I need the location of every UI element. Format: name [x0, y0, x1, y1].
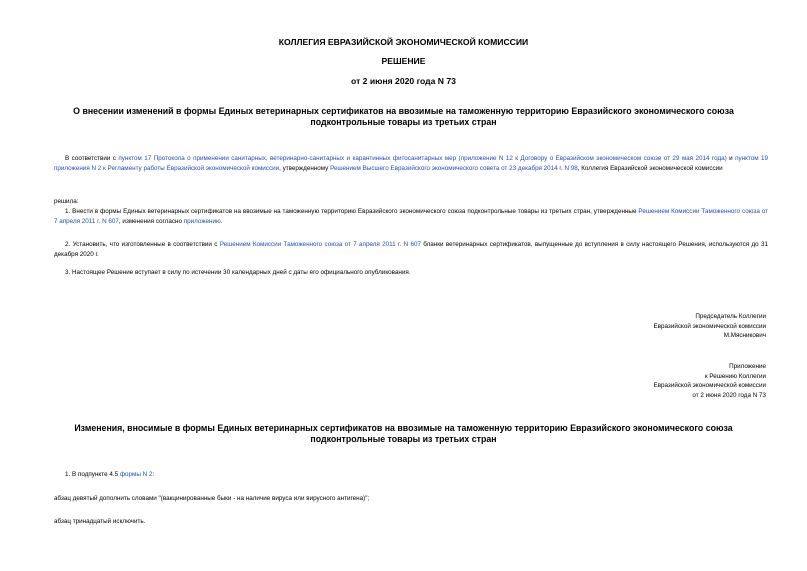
appendix-ref-line4: от 2 июня 2020 года N 73: [692, 391, 766, 399]
appendix-title-line1: Изменения, вносимые в формы Единых ветеринарных сертификатов на ввозимые на таможенную территорию Евразийского экономического союза: [74, 423, 733, 433]
appendix-paragraph-thirteenth: абзац тринадцатый исключить.: [54, 518, 146, 525]
doc-type-heading: РЕШЕНИЕ: [381, 56, 426, 66]
link-decision-607[interactable]: Решением Комиссии Таможенного союза от 7 апреля 2011 г. N 607: [54, 208, 769, 225]
signature-line3: М.Мясникович: [723, 332, 766, 340]
item-1-paragraph: [54, 207, 768, 226]
appendix-title-line2: подконтрольные товары из третьих стран: [310, 434, 497, 444]
appendix-item-1: [54, 470, 768, 480]
document-title-line1: О внесении изменений в формы Единых ветеринарных сертификатов на ввозимые на таможенную территорию Евразийского экономического союза: [73, 106, 734, 116]
link-protocol-p17[interactable]: пунктом 17 Протокола о применении санитарных, ветеринарно-санитарных и карантинных фитосанитарных мер (приложение N 12 к Договору о Евразийском экономическом союзе от 29 мая 2014 года): [118, 155, 727, 162]
link-appendix[interactable]: приложению: [183, 217, 221, 225]
appendix-item-1-text: :: [152, 471, 155, 478]
link-reglament-p19[interactable]: пунктом 19 приложения N 2 к Регламенту работы Евразийской экономической комиссии: [54, 155, 768, 172]
resolved-label: решила:: [54, 198, 79, 205]
item-2-text: бланки ветеринарных сертификатов, выпущенные до вступления в силу настоящего Решения, используются до 31 декабря 2020 г.: [54, 241, 768, 258]
item-2-text: 2. Установить, что изготовленные в соответствии с: [65, 241, 220, 248]
item-1-text: , изменения согласно: [118, 217, 184, 225]
signature-line1: Председатель Коллегии: [695, 313, 766, 320]
signature-block: [653, 312, 766, 341]
appendix-ref-line3: Евразийской экономической комиссии: [653, 382, 766, 390]
signature-line2: Евразийской экономической комиссии: [653, 322, 766, 330]
item-2-paragraph: [54, 240, 768, 259]
item-1-text: 1. Внести в формы Единых ветеринарных сертификатов на ввозимые на таможенную территорию Евразийского экономического союза подконтрольные товары из третьих стран, утвержденные: [65, 208, 639, 215]
preamble-text: , утвержденному: [279, 164, 331, 172]
preamble-text: В соответствии с: [65, 155, 119, 162]
appendix-reference-block: [653, 362, 766, 400]
link-decision-607-2[interactable]: Решением Комиссии Таможенного союза от 7 апреля 2011 г. N 607: [219, 241, 421, 248]
appendix-ref-line2: к Решению Коллегии: [704, 372, 766, 380]
item-3-paragraph: 3. Настоящее Решение вступает в силу по истечении 30 календарных дней с даты его официального опубликования.: [65, 269, 411, 276]
link-form-2[interactable]: формы N 2: [119, 471, 153, 478]
appendix-title: [40, 423, 767, 445]
preamble-text: и: [726, 155, 736, 162]
document-title: [40, 106, 767, 128]
date-number-heading: от 2 июня 2020 года N 73: [351, 76, 456, 86]
preamble-text: , Коллегия Евразийской экономической комиссии: [577, 164, 723, 172]
appendix-item-1-text: 1. В подпункте 4.5: [65, 471, 120, 478]
preamble-paragraph: [54, 154, 768, 173]
appendix-paragraph-ninth: абзац девятый дополнить словами "(вакцинированные быки - на наличие вируса или вирусного антигена)";: [54, 495, 370, 502]
appendix-ref-line1: Приложение: [729, 363, 766, 370]
org-heading: КОЛЛЕГИЯ ЕВРАЗИЙСКОЙ ЭКОНОМИЧЕСКОЙ КОМИССИИ: [278, 37, 529, 47]
link-decision-98[interactable]: Решением Высшего Евразийского экономического совета от 23 декабря 2014 г. N 98: [330, 164, 578, 172]
document-title-line2: подконтрольные товары из третьих стран: [310, 117, 497, 127]
item-1-text: .: [220, 217, 223, 225]
